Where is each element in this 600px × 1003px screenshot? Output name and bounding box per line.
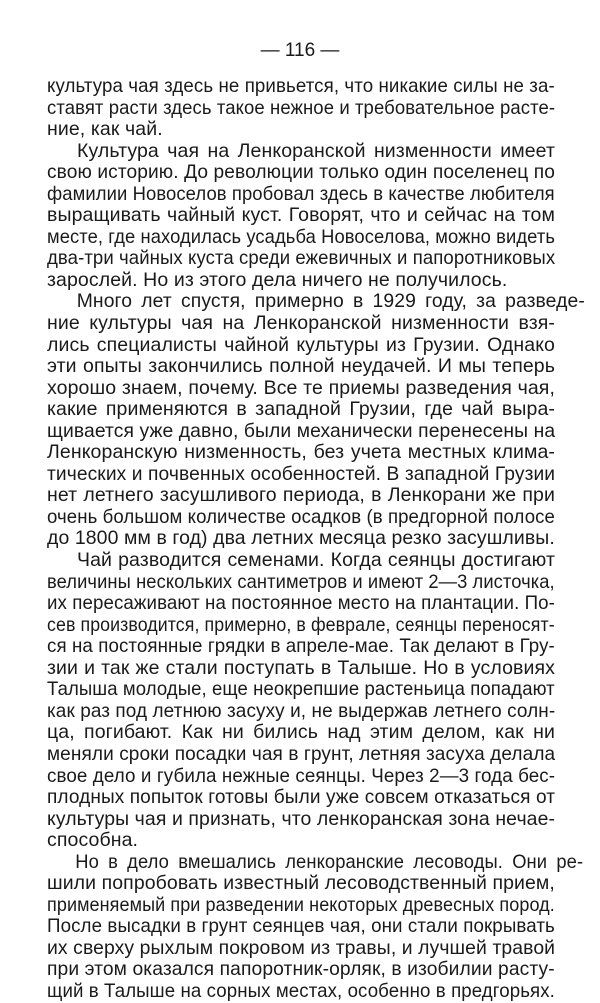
text-line: сев производится, примерно, в феврале, сеянцы переносят- bbox=[47, 613, 555, 636]
text-line: хорошо знаем, почему. Все те приемы разведения чая, bbox=[47, 376, 555, 399]
text-line: меняли сроки посадки чая в грунт, летняя засуха делала bbox=[47, 742, 556, 765]
text-line: свое дело и губила нежные сеянцы. Через 2—3 года бес- bbox=[47, 764, 556, 787]
text-line: плодных попыток готовы были уже совсем отказаться от bbox=[47, 786, 556, 809]
text-line: зарослей. Но из этого дела ничего не получилось. bbox=[47, 268, 508, 291]
paragraph bbox=[47, 550, 555, 852]
text-line: ние, как чай. bbox=[47, 118, 163, 141]
text-line: свою историю. До революции только один поселенец по bbox=[47, 161, 556, 184]
text-line: ставят расти здесь такое нежное и требовательное расте- bbox=[47, 96, 556, 119]
page-number: — 116 — bbox=[260, 40, 340, 61]
text-line: применяемый при разведении некоторых древесных пород. bbox=[47, 893, 555, 916]
paragraph bbox=[47, 850, 584, 1003]
text-line: Чай разводится семенами. Когда сеянцы достигают bbox=[77, 549, 555, 572]
text-line: Много лет спустя, примерно в 1929 году, за разведе- bbox=[76, 290, 585, 313]
text-line: культура чая здесь не привьется, что никакие силы не за- bbox=[47, 75, 555, 97]
text-line: их сверху рыхлым покровом из травы, и лучшей травой bbox=[47, 936, 556, 959]
text-line: тических и почвенных особенностей. В западной Грузии bbox=[47, 462, 556, 485]
text-line: культуры чая и признать, что ленкоранская зона нечае- bbox=[47, 807, 556, 830]
text-line: ся на постоянные грядки в апреле-мае. Так делают в Гру- bbox=[47, 635, 555, 658]
text-line: до 1800 мм в год) два летних месяца резко засушливы. bbox=[47, 527, 555, 550]
text-line: нет летнего засушливого периода, в Ленкорани же при bbox=[47, 484, 555, 507]
text-line: при этом оказался папоротник-орляк, в изобилии расту- bbox=[47, 958, 555, 981]
text-line: зии и так же стали поступать в Талыше. Но в условиях bbox=[47, 656, 555, 679]
text-line: шили попробовать известный лесоводственный прием, bbox=[47, 872, 555, 895]
text-line: величины нескольких сантиметров и имеют 2—3 листочка, bbox=[47, 570, 555, 593]
body-text bbox=[47, 75, 585, 1003]
text-line: какие применяются в западной Грузии, где чай выра- bbox=[47, 398, 555, 421]
text-line: месте, где находилась усадьба Новоселова, можно видеть bbox=[47, 225, 556, 248]
text-line: ние культуры чая на Ленкоранской низменности взя- bbox=[47, 312, 555, 335]
text-line: их пересаживают на постоянное место на плантации. По- bbox=[47, 592, 556, 615]
text-line: очень большом количестве осадков (в предгорной полосе bbox=[47, 505, 555, 528]
text-line: выращивать чайный куст. Говорят, что и сейчас на том bbox=[47, 204, 555, 227]
text-line: фамилии Новоселов пробовал здесь в качестве любителя bbox=[47, 182, 555, 205]
text-line: ца, погибают. Как ни бились над этим делом, как ни bbox=[47, 721, 555, 744]
text-line: Ленкоранскую низменность, без учета местных клима- bbox=[47, 441, 555, 464]
text-line: эти опыты закончились полной неудачей. И мы теперь bbox=[47, 355, 555, 378]
text-line: два-три чайных куста среди ежевичных и папоротниковых bbox=[47, 247, 556, 270]
text-line: щивается уже давно, были механически перенесены на bbox=[47, 419, 556, 442]
text-line: щий в Талыше на сорных местах, особенно в предгорьях. bbox=[47, 979, 555, 1002]
text-line: лись специалисты чайной культуры из Грузии. Однако bbox=[47, 333, 555, 356]
paragraph bbox=[47, 76, 555, 141]
text-line: После высадки в грунт сеянцев чая, они стали покрывать bbox=[47, 915, 555, 938]
text-line: Культура чая на Ленкоранской низменности имеет bbox=[77, 139, 555, 162]
text-line: как раз под летнюю засуху и, не выдержав летнего солн- bbox=[47, 699, 556, 722]
text-line: Талыша молодые, еще неокрепшие растеньица попадают bbox=[47, 678, 555, 701]
text-line: способна. bbox=[47, 829, 139, 852]
text-line: Но в дело вмешались ленкоранские лесоводы. Они ре- bbox=[75, 850, 584, 873]
paragraph bbox=[47, 290, 585, 550]
paragraph bbox=[47, 141, 555, 292]
